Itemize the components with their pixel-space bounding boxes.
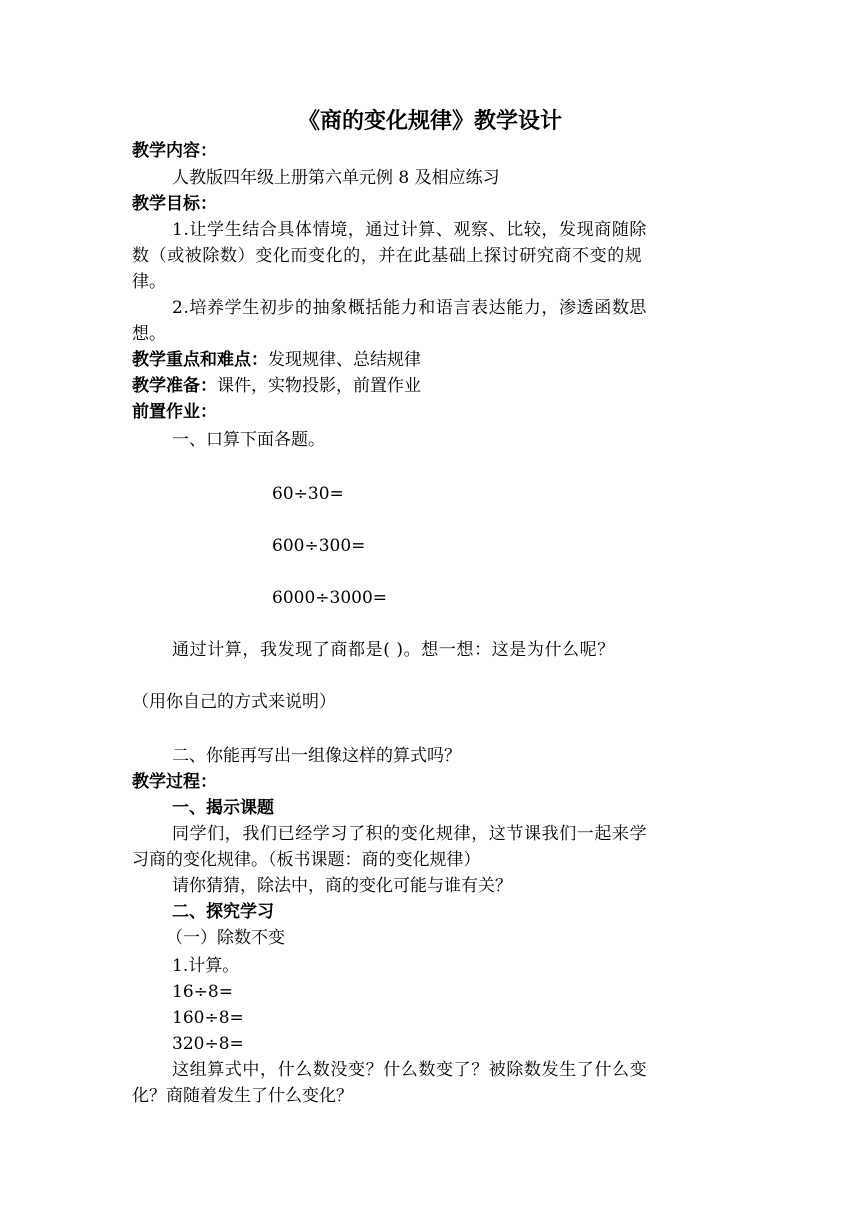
goal-1-line-3: 律。	[132, 272, 166, 292]
process-label: 教学过程：	[132, 772, 217, 792]
key-points-label: 教学重点和难点：	[132, 350, 268, 370]
section-2-item: 1.计算。	[172, 956, 240, 976]
prep-text: 课件，实物投影，前置作业	[217, 376, 421, 396]
content-label: 教学内容：	[132, 141, 217, 161]
document-title: 《商的变化规律》教学设计	[297, 109, 562, 134]
content-text: 人教版四年级上册第六单元例 8 及相应练习	[172, 168, 500, 188]
goal-1-line-2: 数（或被除数）变化而变化的，并在此基础上探讨研究商不变的规	[132, 246, 643, 266]
section-1-para-2: 请你猜猜，除法中，商的变化可能与谁有关？	[172, 876, 512, 896]
section-2-subheading: （一）除数不变	[166, 928, 285, 948]
process-equation-3: 320÷8=	[172, 1034, 244, 1054]
question-line-1: 这组算式中，什么数没变？什么数变了？被除数发生了什么变	[172, 1060, 648, 1080]
goal-1-line-1: 1.让学生结合具体情境，通过计算、观察、比较，发现商随除	[172, 220, 648, 240]
question-line-2: 化？商随着发生了什么变化？	[132, 1086, 353, 1106]
homework-part-1: 一、口算下面各题。	[172, 430, 325, 450]
key-points-text: 发现规律、总结规律	[268, 350, 421, 370]
homework-part-2: 二、你能再写出一组像这样的算式吗？	[172, 746, 461, 766]
process-equation-2: 160÷8=	[172, 1008, 244, 1028]
homework-equation-2: 600÷300=	[272, 536, 366, 556]
section-1-heading: 一、揭示课题	[172, 798, 274, 818]
homework-explain: （用你自己的方式来说明）	[132, 692, 336, 712]
homework-equation-3: 6000÷3000=	[272, 588, 388, 608]
key-points-line	[132, 350, 421, 370]
homework-equation-1: 60÷30=	[272, 484, 344, 504]
homework-label: 前置作业：	[132, 402, 217, 422]
section-2-heading: 二、探究学习	[172, 902, 274, 922]
goal-2-line-1: 2.培养学生初步的抽象概括能力和语言表达能力，渗透函数思	[172, 298, 648, 318]
homework-observation: 通过计算，我发现了商都是( )。想一想：这是为什么呢？	[172, 640, 615, 660]
section-1-para-1-line-1: 同学们，我们已经学习了积的变化规律，这节课我们一起来学	[172, 824, 648, 844]
goals-label: 教学目标：	[132, 194, 217, 214]
prep-label: 教学准备：	[132, 376, 217, 396]
section-1-para-1-line-2: 习商的变化规律。（板书课题：商的变化规律）	[132, 850, 481, 870]
goal-2-line-2: 想。	[132, 324, 166, 344]
prep-line	[132, 376, 421, 396]
process-equation-1: 16÷8=	[172, 982, 233, 1002]
